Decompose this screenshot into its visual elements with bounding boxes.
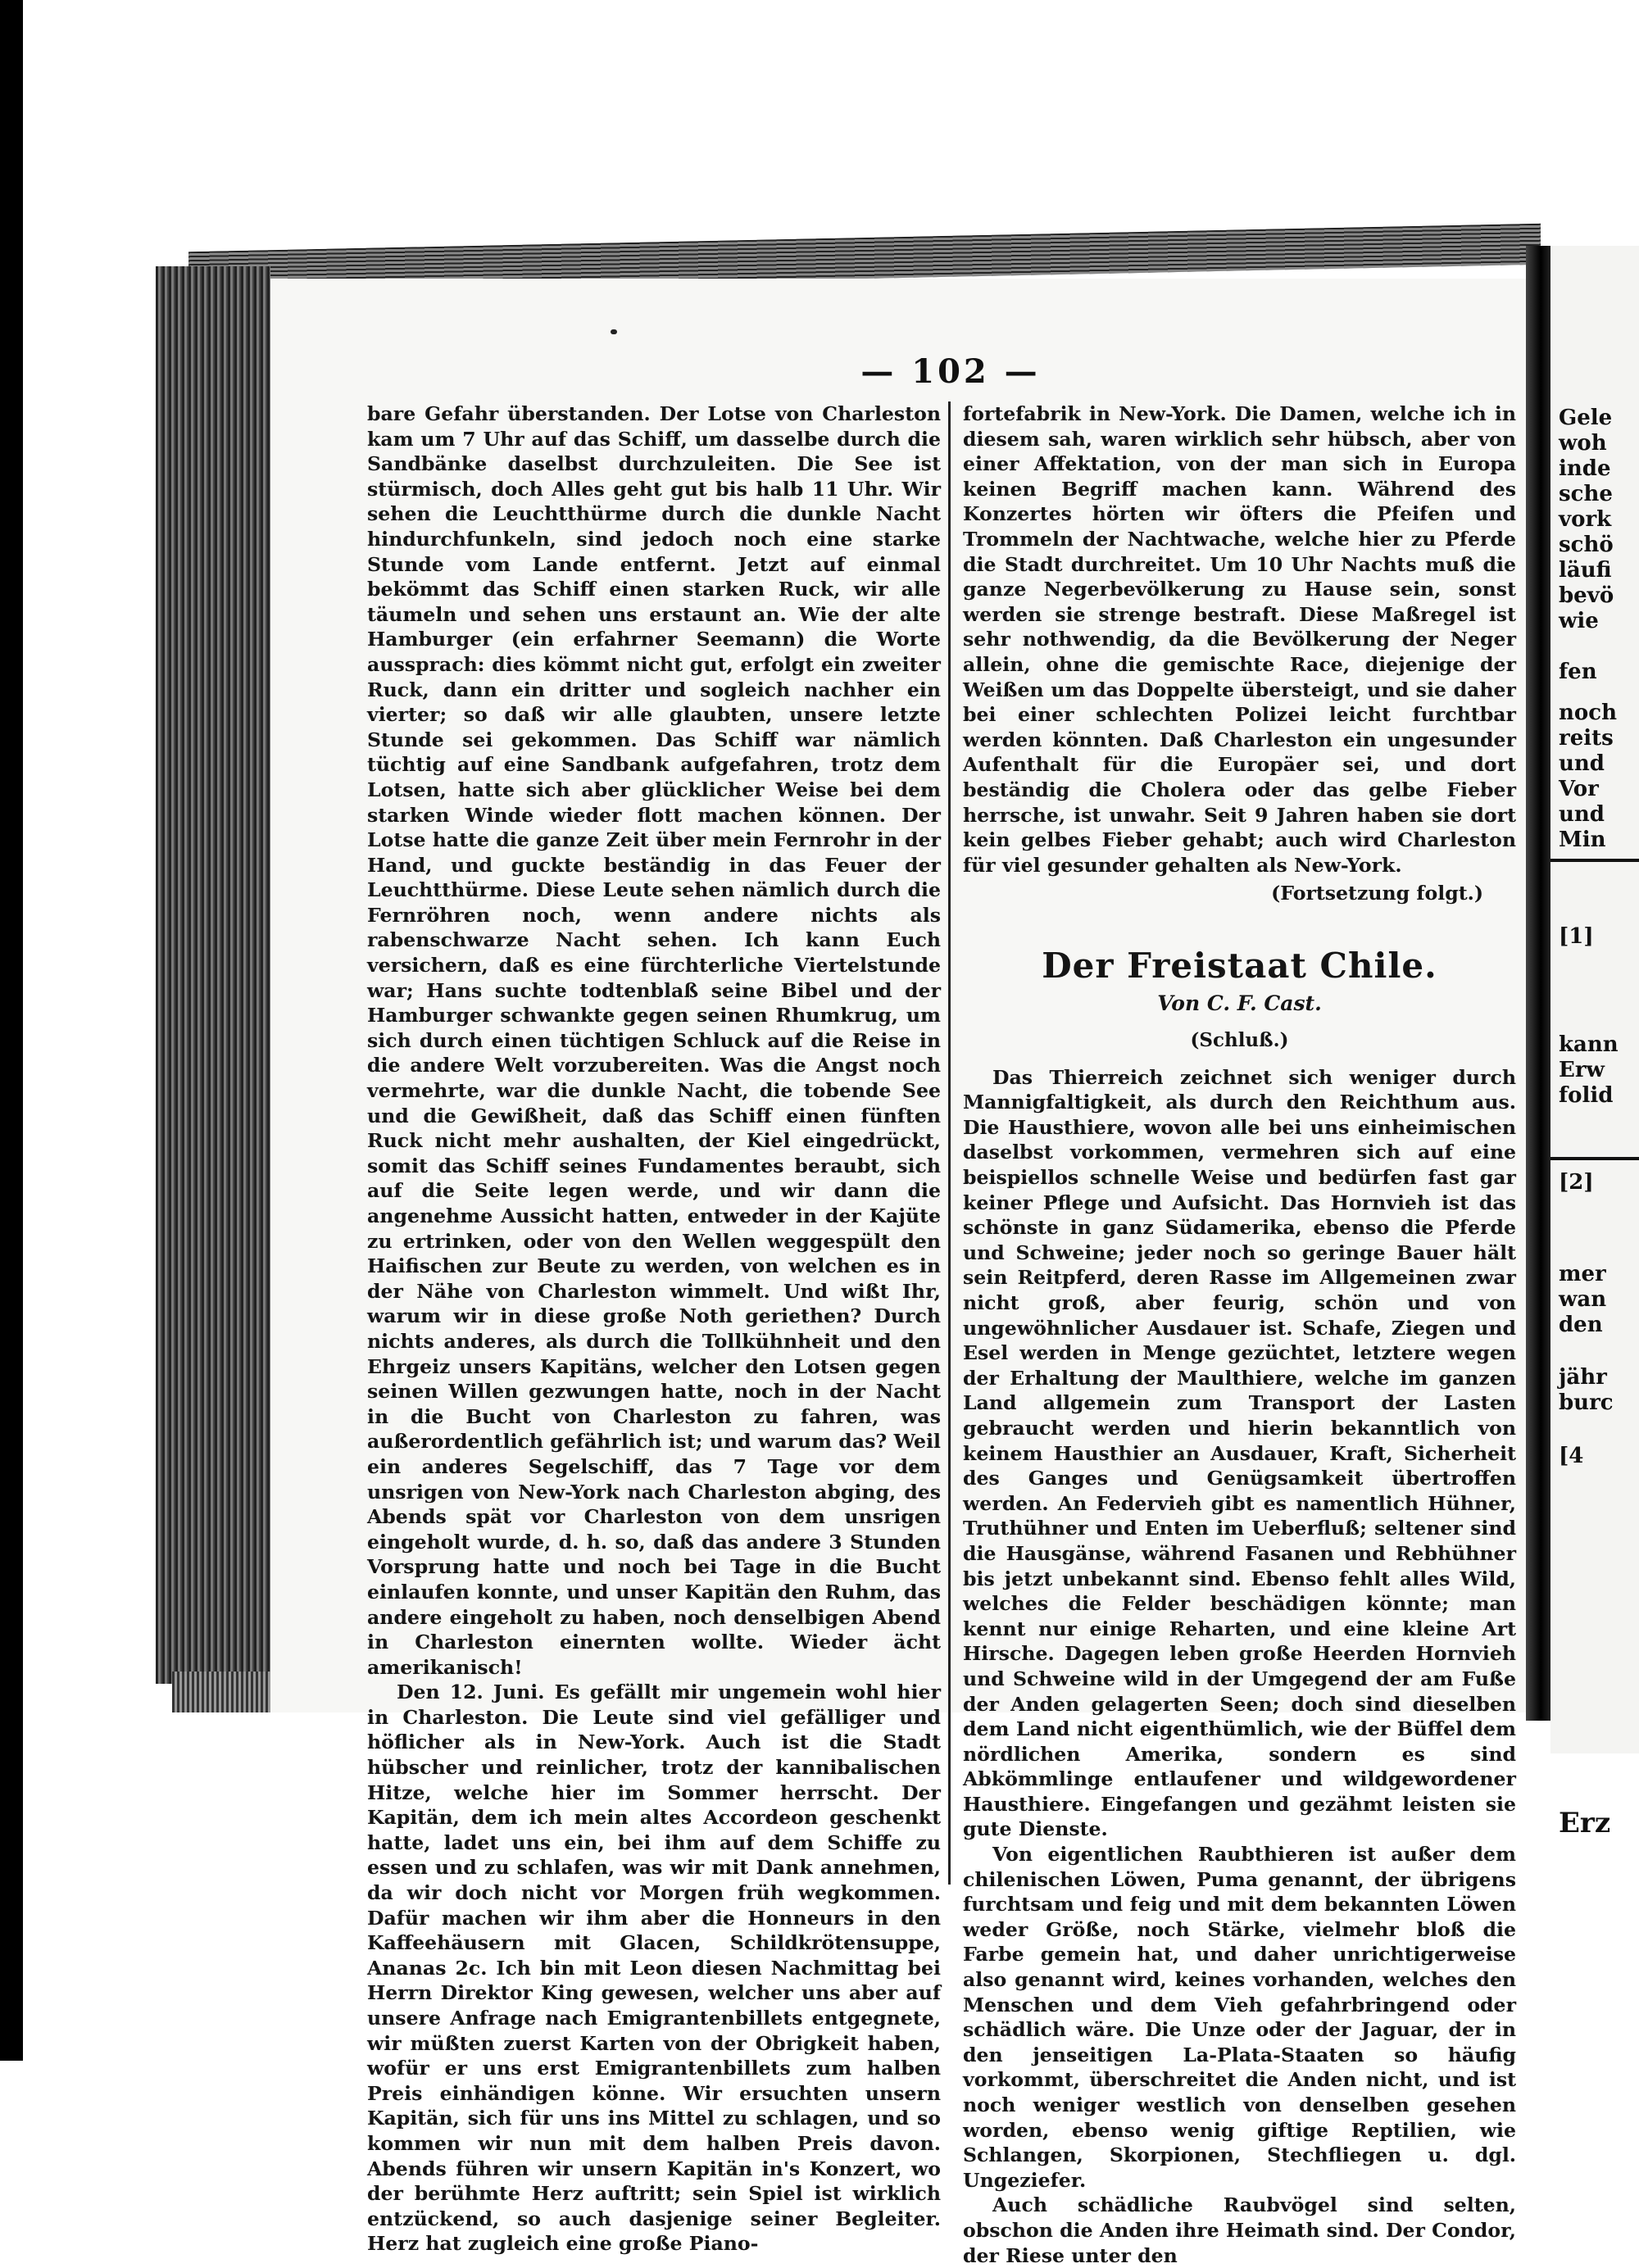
adjacent-text-fragment: Erw [1559,1058,1605,1082]
paragraph: bare Gefahr überstanden. Der Lotse von Charleston kam um 7 Uhr auf das Schiff, um dasselbe durch die Sandbänke daselbst durchzuleiten. Die See ist stürmisch, doch Alles geht gut bis halb 11 Uhr. Wir sehen die Leuchtthürme durch die dunkle Nacht hindurchfunkeln, sind jedoch noch eine starke Stunde vom Lande entfernt. Jetzt auf einmal bekömmt das Schiff einen starken Ruck, wir alle täumeln und sehen uns erstaunt an. Wie der alte Hamburger (ein erfahrner Seemann) die Worte aussprach: dies kömmt nicht gut, erfolgt ein zweiter Ruck, dann ein dritter und sogleich nachher ein vierter; so daß wir alle glaubten, unsere letzte Stunde sei gekommen. Das Schiff war nämlich tüchtig auf eine Sandbank aufgefahren, trotz dem Lotsen, hatte sich aber glücklicher Weise bei dem starken Winde wieder flott machen können. Der Lotse hatte die ganze Zeit über mein Fernrohr in der Hand, und guckte beständig in das Feuer der Leuchtthürme. Diese Leute sehen nämlich durch die Fernröhren noch, wenn andere nichts als rabenschwarze Nacht sehen. Ich kann Euch versichern, daß es eine fürchterliche Viertelstunde war; Hans suchte todtenblaß seine Bibel und der Hamburger schwankte gegen seinen Rhumkrug, um sich durch einen tüchtigen Schluck auf die Reise in die andere Welt vorzubereiten. Was die Angst noch vermehrte, war die dunkle Nacht, die tobende See und die Gewißheit, daß das Schiff einen fünften Ruck nicht mehr aushalten, der Kiel eingedrückt, somit das Schiff seines Fundamentes beraubt, sich auf die Seite legen werde, und wir dann die angenehme Aussicht hatten, entweder in der Kajüte zu ertrinken, oder von den Wellen weggespült den Haifischen zur Beute zu werden, von welchen es in der Nähe von Charleston wimmelt. Und wißt Ihr, warum wir in diese große Noth geriethen? Durch nichts anderes, als durch die Tollkühnheit und den Ehrgeiz unsers Kapitäns, welcher den Lotsen gegen seinen Willen gezwungen hatte, noch in der Nacht in die Bucht von Charleston zu fahren, was außerordentlich gefährlich ist; und warum das? Weil ein anderes Segelschiff, das 7 Tage vor dem unsrigen von New-York nach Charleston abging, des Abends spät vor Charleston von dem unsrigen eingeholt wurde, d. h. so, daß das andere 3 Stunden Vorsprung hatte und noch bei Tage in die Bucht einlaufen konnte, und unser Kapitän den Ruhm, das andere eingeholt zu haben, noch denselbigen Abend in Charleston einernten wollte. Wieder ächt amerikanisch! [367,402,941,1679]
adjacent-page [1550,246,1639,1839]
adjacent-text-fragment: noch [1559,701,1617,725]
adjacent-text-fragment: [4 [1559,1444,1584,1468]
adjacent-text-fragment: kann [1559,1032,1619,1057]
adjacent-text-fragment: wie [1559,609,1599,633]
right-column [963,401,1516,2268]
adjacent-text-fragment: reits [1559,726,1614,751]
adjacent-text-fragment: inde [1559,456,1611,481]
section-title: Der Freistaat Chile. [1042,945,1437,986]
book-gutter [1526,246,1550,1721]
adjacent-text-fragment: jähr [1559,1365,1607,1390]
adjacent-text-fragment: Vor [1559,777,1599,801]
adjacent-text-fragment: schö [1559,533,1614,557]
adjacent-text-fragment: fen [1559,660,1597,684]
section-note: (Schluß.) [1190,1029,1289,1052]
adjacent-text-fragment: sche [1559,482,1613,506]
adjacent-text-fragment: wan [1559,1287,1607,1312]
adjacent-text-fragment: woh [1559,431,1607,456]
page-number: — 102 — [860,352,1041,391]
adjacent-text-fragment: [1] [1559,924,1594,949]
adjacent-rule [1550,859,1639,862]
adjacent-rule [1550,1157,1639,1160]
column-divider [948,401,951,1885]
continuation-note: (Fortsetzung folgt.) [1271,882,1483,905]
page-stack-bottom [172,1672,287,1712]
page-stack-edge [156,266,270,1684]
adjacent-text-fragment: vork [1559,507,1612,532]
adjacent-text-fragment: Min [1559,828,1606,852]
adjacent-text-fragment: folid [1559,1083,1614,1108]
adjacent-text-fragment: burc [1559,1390,1614,1415]
adjacent-text-fragment: den [1559,1313,1603,1337]
adjacent-text-fragment: mer [1559,1262,1606,1286]
adjacent-text-fragment: bevö [1559,583,1614,608]
paragraph: Das Thierreich zeichnet sich weniger durch Mannigfaltigkeit, als durch den Reichthum aus. Die Hausthiere, wovon alle bei uns einheimischen daselbst vorkommen, vermehren sich auf eine beispiellos schnelle Weise und bedürfen fast gar keiner Pflege und Aufsicht. Das Hornvieh ist das schönste in ganz Südamerika, ebenso die Pferde und Schweine; jeder noch so geringe Bauer hält sein Reitpferd, deren Rasse im Allgemeinen zwar nicht groß, aber feurig, schön und von ungewöhnlicher Ausdauer ist. Schafe, Ziegen und Esel werden in Menge gezüchtet, letztere wegen der Erhaltung der Maulthiere, welche im ganzen Land allgemein zum Transport der Lasten gebraucht werden und hierin bekanntlich von keinem Hausthier an Ausdauer, Kraft, Sicherheit des Ganges und Genügsamkeit übertroffen werden. An Federvieh gibt es namentlich Hühner, Truthühner und Enten im Ueberfluß; seltener sind die Hausgänse, während Fasanen und Rebhühner bis jetzt unbekannt sind. Ebenso fehlt alles Wild, welches die Felder beschädigen könnte; man kennt nur einige Reharten, und eine kleine Art Hirsche. Dagegen leben große Heerden Hornvieh und Schweine wild in der Umgegend der am Fuße der Anden gelagerten Seen; doch sind dieselben dem Land nicht eigenthümlich, wie der Büffel dem nördlichen Amerika, sondern es sind Abkömmlinge entlaufener und wildgewordener Hausthiere. Eingefangen und gezähmt leisten sie gute Dienste. [963,1065,1516,1841]
adjacent-text-fragment: [2] [1559,1170,1594,1195]
adjacent-text-fragment: läufi [1559,558,1612,583]
paragraph: fortefabrik in New-York. Die Damen, welche ich in diesem sah, waren wirklich sehr hübsch, aber von einer Affektation, von der man sich in Europa keinen Begriff machen kann. Während des Konzertes hörten wir öfters die Pfeifen und Trommeln der Nachtwache, welche hier zu Pferde die Stadt durchreitet. Um 10 Uhr Nachts muß die ganze Negerbevölkerung zu Hause sein, sonst werden sie strenge bestraft. Diese Maßregel ist sehr nothwendig, da die Bevölkerung der Neger allein, ohne die gemischte Race, diejenige der Weißen um das Doppelte übersteigt, und sie daher bei einer schlechten Polizei leicht furchtbar werden könnten. Daß Charleston ein ungesunder Aufenthalt für die Europäer sei, und dort beständig die Cholera oder das gelbe Fieber herrsche, ist unwahr. Seit 9 Jahren haben sie dort kein gelbes Fieber gehabt; auch wird Charleston für viel gesunder gehalten als New-York. [963,402,1516,877]
left-column [367,401,941,2256]
adjacent-text-fragment: Erz [1559,1807,1611,1839]
ink-mark [611,329,617,334]
adjacent-text-fragment: und [1559,751,1605,776]
adjacent-text-fragment: Gele [1559,406,1613,430]
section-author: Von C. F. Cast. [1157,991,1322,1016]
scan-border [0,0,23,2061]
paragraph: Von eigentlichen Raubthieren ist außer dem chilenischen Löwen, Puma genannt, der übrigens furchtsam und feig und mit dem bekannten Löwen weder Größe, noch Stärke, vielmehr bloß die Farbe gemein hat, und daher unrichtigerweise also genannt wird, keines vorhanden, welches den Menschen und dem Vieh gefahrbringend oder schädlich wäre. Die Unze oder der Jaguar, der in den jenseitigen La-Plata-Staaten so häufig vorkommt, überschreitet die Anden nicht, und ist noch weniger westlich von denselben gesehen worden, ebenso wenig giftige Reptilien, wie Schlangen, Skorpionen, Stechfliegen u. dgl. Ungeziefer. [963,1843,1516,2192]
paragraph: Auch schädliche Raubvögel sind selten, obschon die Anden ihre Heimath sind. Der Condor, der Riese unter den [963,2193,1516,2267]
paragraph: Den 12. Juni. Es gefällt mir ungemein wohl hier in Charleston. Die Leute sind viel gefälliger und höflicher als in New-York. Auch ist die Stadt hübscher und reinlicher, trotz der kannibalischen Hitze, welche hier im Sommer herrscht. Der Kapitän, dem ich mein altes Accordeon geschenkt hatte, ladet uns ein, bei ihm auf dem Schiffe zu essen und zu schlafen, was wir mit Dank annehmen, da wir doch nicht vor Morgen früh wegkommen. Dafür machen wir ihm aber die Honneurs in den Kaffeehäusern mit Glacen, Schildkrötensuppe, Ananas 2c. Ich bin mit Leon diesen Nachmittag bei Herrn Direktor King gewesen, welcher uns aber auf unsere Anfrage nach Emigrantenbillets entgegnete, wir müßten zuerst Karten von der Obrigkeit haben, wofür er uns erst Emigrantenbillets zum halben Preis einhändigen könne. Wir ersuchten unsern Kapitän, sich für uns ins Mittel zu schlagen, und so kommen wir nun mit dem halben Preis davon. Abends führen wir unsern Kapitän in's Konzert, wo der berühmte Herz auftritt; sein Spiel ist wirklich entzückend, so auch dasjenige seiner Begleiter. Herz hat zugleich eine große Piano- [367,1681,941,2256]
adjacent-text-fragment: und [1559,802,1605,827]
